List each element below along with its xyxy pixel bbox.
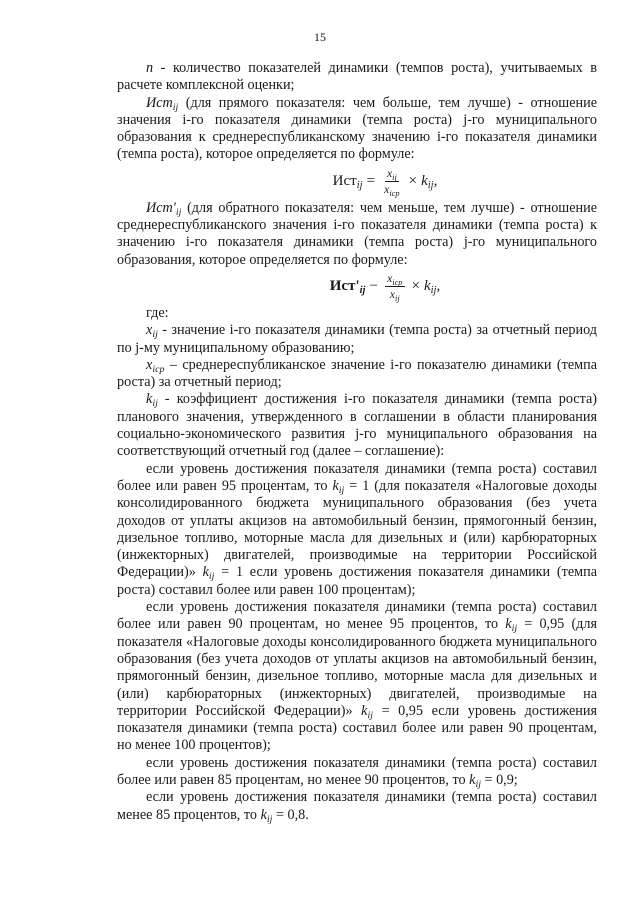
var-ist-prime: $Ист'_{ij}$: [146, 199, 182, 218]
document-body: [117, 60, 597, 824]
paragraph-ist-reverse-definition: $Ист'_{ij}$ (для обратного показателя: чем меньше, тем лучше) - отношение среднереспубликанского значения i-го показателя динамики (темпа роста) к значению i-го показателя динамики (темпа роста) j-го муниципального образования, которое определяется по формуле:: [117, 199, 597, 268]
paragraph-kij-definition: $k_{ij}$ - коэффициент достижения i-го показателя динамики (темпа роста) планового значения, утвержденного в соглашении в области планирования социально-экономического развития j-го муниципального образования на соответствующий отчетный год (далее – соглашение):: [117, 391, 597, 460]
formula-reverse-eq: −: [369, 278, 378, 295]
paragraph-condition-85: если уровень достижения показателя динамики (темпа роста) составил более или равен 85 процентам, но менее 90 процентов, то $k_{ij} = 0,9$;: [117, 754, 597, 790]
paragraph-where: где:: [146, 304, 169, 321]
formula-direct-eq: =: [366, 173, 376, 190]
paragraph-condition-below-85: если уровень достижения показателя динамики (темпа роста) составил менее 85 процентов, то $k_{ij} = 0,8$.: [117, 789, 597, 825]
var-n: n: [146, 60, 154, 76]
paragraph-condition-90: если уровень достижения показателя динамики (темпа роста) составил более или равен 90 процентам, но менее 95 процентов, то $k_{ij} = 0,95$ (для показателя «Налоговые доходы консолидированного бюджета муниципального образования (без учета доходов от уплаты акцизов на автомобильный бензин, прямогонный бензин, дизельное топливо, моторные масла для дизельных и (или) карбюраторных (инжекторных) двигателей, производимые на территории Российской Федерации)» $k_{ij} = 0,95$ если уровень достижения показателя динамики (темпа роста) составил более или равен 90 процентам, но менее 100 процентов);: [117, 599, 597, 754]
formula-direct-k: $k_{ij}$,: [421, 173, 438, 192]
paragraph-xicp-definition: $x_{icp}$ – среднереспубликанское значение i-го показателю динамики (темпа роста) за отчетный период;: [117, 356, 597, 391]
page-number: 15: [314, 30, 326, 44]
formula-reverse-lhs: $Ист'_{ij}$: [329, 278, 366, 297]
formula-reverse-times: ×: [411, 278, 420, 295]
formula-direct-fraction: $\frac{x_{ij}}{x_{icp}}$: [384, 166, 400, 199]
paragraph-condition-95: если уровень достижения показателя динамики (темпа роста) составил более или равен 95 процентам, то $k_{ij} = 1$ (для показателя «Налоговые доходы консолидированного бюджета муниципального образования (без учета доходов от уплаты акцизов на автомобильный бензин, прямогонный бензин, дизельное топливо, моторные масла для дизельных и (или) карбюраторных (инжекторных) двигателей, производимые на территории Российской Федерации)» $k_{ij} = 1$ если уровень достижения показателя динамики (темпа роста) составил более или равен 100 процентам);: [117, 460, 597, 598]
paragraph-ist-definition: Ист$_{ij}$ (для прямого показателя: чем больше, тем лучше) - отношение значения i-го показателя динамики (темпа роста) j-го муниципального образования к среднереспубликанскому значению i-го показателя динамики (темпа роста), которое определяется по формуле:: [117, 94, 597, 163]
formula-direct-lhs: Ист$_{ij}$: [332, 173, 363, 192]
formula-direct: [117, 164, 597, 200]
var-ist: Ист$_{ij}$: [146, 94, 179, 113]
formula-direct-times: ×: [408, 173, 418, 190]
paragraph-n-definition: n - количество показателей динамики (темпов роста), учитываемых в расчете комплексной оценки;: [117, 60, 597, 94]
formula-reverse: [117, 269, 597, 305]
formula-reverse-k: $k_{ij}$,: [423, 278, 441, 297]
formula-reverse-fraction: $\frac{x_{icp}}{x_{ij}}$: [386, 271, 403, 304]
paragraph-xij-definition: $x_{ij}$ - значение i-го показателя динамики (темпа роста) за отчетный период по j-му муниципальному образованию;: [117, 322, 597, 356]
